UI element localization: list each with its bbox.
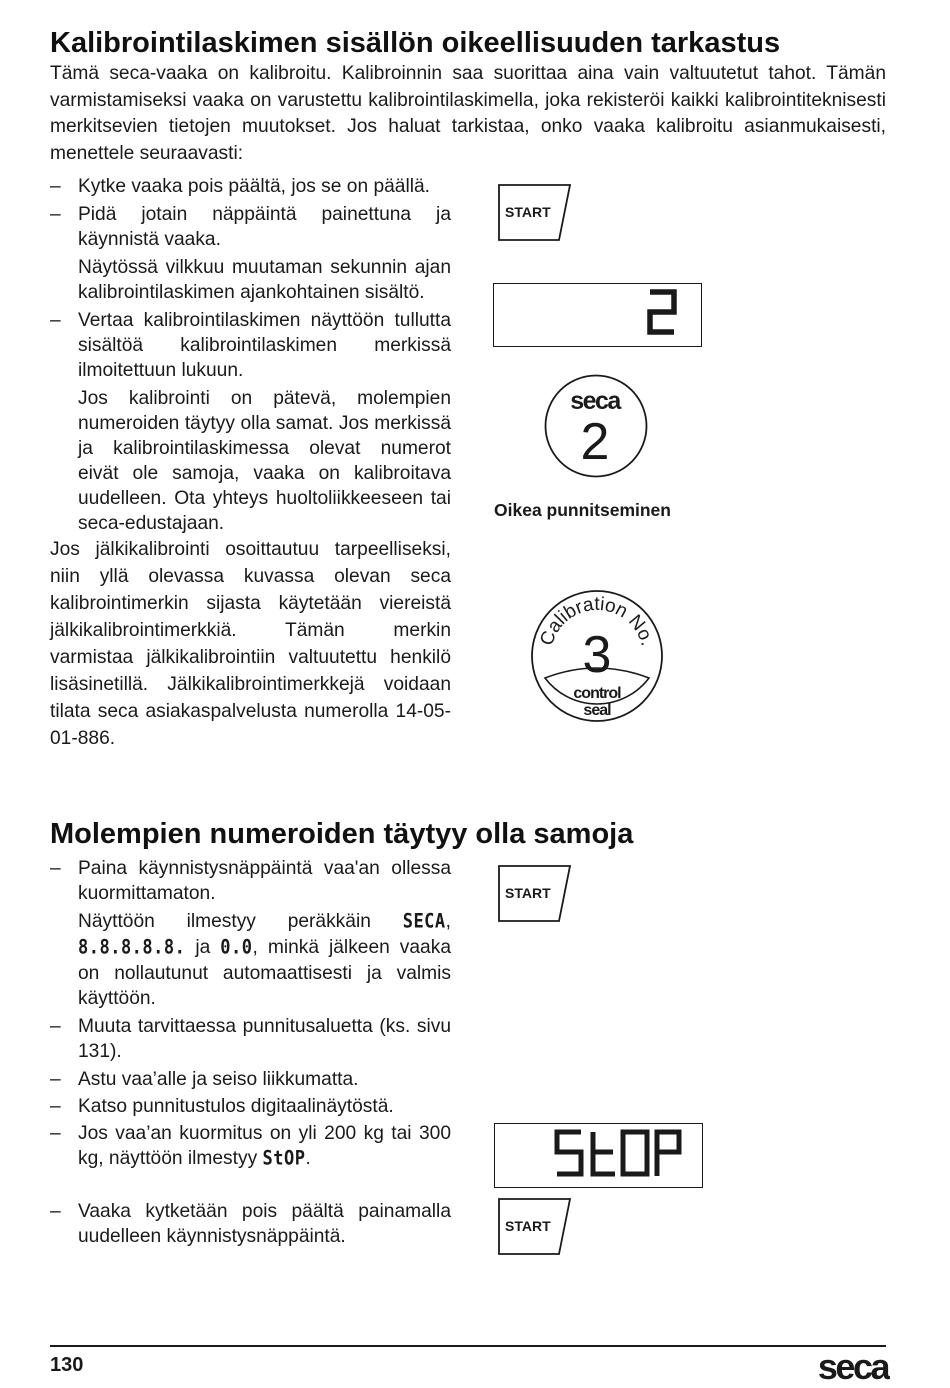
control-label: control [573,685,621,702]
list-item [50,1121,451,1172]
seal-label: seal [583,702,611,719]
step-text: Paina käynnistysnäppäintä vaa'an ollessa kuormittamaton. [78,858,451,904]
lcd-zero-text: 0.0 [220,936,253,960]
footer-brand: seca [817,1347,888,1385]
lcd-digit-2 [644,288,680,336]
step-text: Kytke vaaka pois päältä, jos se on päällä. [78,176,430,197]
list-item [50,1014,451,1064]
step-text: Astu vaa’alle ja seiso liikkumatta. [78,1069,359,1090]
list-dash: – [50,1016,61,1037]
start-key-label: START [505,1218,551,1234]
step-text: Vertaa kalibrointilaskimen näyttöön tullutta sisältöä kalibrointilaskimen merkissä ilmoitettuun lukuun. [78,310,451,381]
calibration-steps [50,174,451,752]
step-text: Vaaka kytketään pois päältä painamalla uudelleen käynnistysnäppäintä. [78,1201,451,1247]
list-item [50,202,451,252]
list-dash: – [50,310,61,331]
step-text: Muuta tarvittaessa punnitusaluetta (ks. sivu 131). [78,1016,451,1062]
list-dash: – [50,204,61,225]
section-title-numbers-match: Molempien numeroiden täytyy olla samoja [50,818,634,850]
step-text: Pidä jotain näppäintä painettuna ja käynnistä vaaka. [78,204,451,250]
closing-paragraph: Jos jälkikalibrointi osoittautuu tarpeelliseksi, niin yllä olevassa kuvassa olevan seca kalibrointimerkin sijasta käytetään viereistä jälkikalibrointimerkkiä. Tämän merkin varmistaa jälkikalibrointiin valtuutettu henkilö lisäsinetillä. Jälkikalibrointimerkkejä voidaan tilata seca asiakaspalvelusta numerolla 14-05-01-886. [50,539,451,749]
calibration-arc-label: Calibration No. [536,594,658,649]
list-dash: – [50,858,61,879]
list-dash: – [50,1096,61,1117]
list-item [50,174,451,199]
intro-paragraph: Tämä seca-vaaka on kalibroitu. Kalibroinnin saa suorittaa aina vain valtuutetut tahot. Tämän varmistamiseksi vaaka on varustettu kalibrointilaskimella, joka rekisteröi kaikki kalibrointiteknisesti merkitsevien tietojen muutokset. Jos haluat tarkistaa, onko vaaka kalibroitu asianmukaisesti, menettele seuraavasti: [50,63,886,164]
lcd-eights-text: 8.8.8.8.8. [78,936,186,960]
figure-caption: Oikea punnitseminen [494,500,671,520]
list-dash: – [50,1123,61,1144]
list-item [50,856,451,906]
lcd-stop-graphic [553,1128,683,1180]
seal-number: 2 [580,413,610,471]
list-item [50,308,451,383]
seal-brand: seca [570,387,620,415]
start-key-icon [498,1198,574,1256]
step-note [50,909,451,1011]
start-key-icon [498,184,574,242]
calibration-number: 3 [582,626,612,684]
step-note: Jos kalibrointi on pätevä, molempien numeroiden täytyy olla samat. Jos merkissä ja kalibrointilaskimessa olevat numerot eivät ole samoja, vaaka on kalibroitava uudelleen. Ota yhteys huoltoliikkeeseen tai seca-edustajaan. [78,388,451,534]
step-text: Jos vaa’an kuormitus on yli 200 kg tai 300 kg, näyttöön ilmestyy [78,1123,451,1169]
list-item [50,1067,451,1092]
list-dash: – [50,1069,61,1090]
start-key-label: START [505,204,551,220]
list-item [50,1094,451,1119]
note-text: ja [195,937,211,958]
weighing-steps [50,856,451,1249]
period: . [305,1148,311,1169]
recalibration-seal-icon [529,588,665,724]
section-title-calibration-check: Kalibrointilaskimen sisällön oikeellisuuden tarkastus [50,27,781,59]
start-key-icon [498,865,574,923]
seca-logo [800,1347,890,1385]
step-note: Näytössä vilkkuu muutaman sekunnin ajan kalibrointilaskimen ajankohtainen sisältö. [78,257,451,303]
comma: , [445,911,451,932]
seca-calibration-seal-icon [543,373,649,479]
start-key-label: START [505,885,551,901]
list-item [50,1199,451,1249]
step-text: Katso punnitustulos digitaalinäytöstä. [78,1096,394,1117]
lcd-seca-text: SECA [402,910,446,934]
list-dash: – [50,176,61,197]
note-text: Näyttöön ilmestyy peräkkäin [78,911,371,932]
lcd-stop-text: StOP [262,1147,306,1171]
page-number: 130 [50,1354,84,1376]
footer-rule [50,1345,886,1347]
list-dash: – [50,1201,61,1222]
note-text: , minkä jälkeen vaaka on nollautunut automaattisesti ja valmis käyttöön. [78,937,451,1009]
